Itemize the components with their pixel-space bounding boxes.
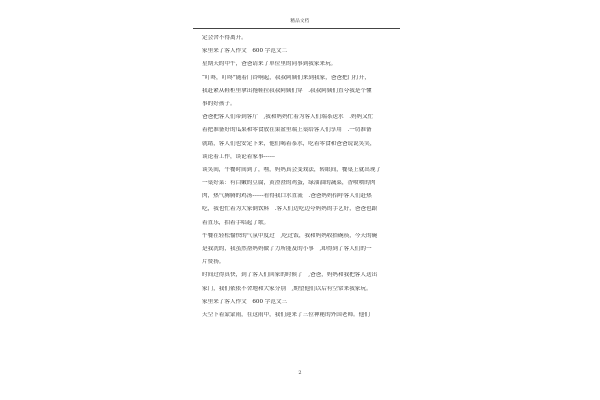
text-line: 午餐在轻松愉快的气氛中度过 ,吃过饭，我和妈妈收拾碗筷，今天的碗 bbox=[202, 232, 378, 239]
text-line: 谈论着工作，谈论着家事------ bbox=[202, 153, 275, 160]
page-number: 2 bbox=[298, 370, 302, 376]
text-line: 一桌好菜：有白嫩的豆腐，黄澄澄的鸡蛋，绿油油的蔬菜，香喷喷的肉 bbox=[202, 180, 376, 187]
section-heading: 家里来了客人作文 600 字范文二 bbox=[202, 48, 288, 55]
text-line: 家门，我们依依不舍地和大家分别 ,期望他们以后有空常来我家玩。 bbox=[202, 285, 372, 292]
header-label: 精品文档 bbox=[290, 19, 310, 24]
document-body bbox=[202, 35, 398, 325]
text-line: 就绪，客人们也安定下来，他们喝着茶水，吃着零食和爸爸说说笑笑， bbox=[202, 140, 376, 147]
text-line: 着直乐，拍着手唱起了歌。 bbox=[202, 219, 270, 226]
text-line: 吃，我也忙着为大家倒饮料 .客人们边吃边夸妈妈的手艺好，爸爸也跟 bbox=[202, 206, 378, 213]
text-line: 时间过得真快，到了客人们回家的时候了 ,爸爸，妈妈和我把客人送出 bbox=[202, 272, 378, 279]
text-line: 星期天的中午，爸爸请来了单位里的同事到我家来玩。 bbox=[202, 61, 337, 68]
text-line: “叮咚，叮咚”随着门铃响起，叔叔阿姨们来到我家，爸爸把门打开， bbox=[202, 74, 370, 81]
text-line: 着把准备好的瓜果和零食放在果盆里端上桌给客人们享用 .一切准备 bbox=[202, 127, 372, 134]
section-heading: 家里来了客人作文 600 字范文三 bbox=[202, 298, 288, 305]
text-line: 肉，热气腾腾的鸡汤------看得我口水直流 .爸爸妈妈招呼客人们赶热 bbox=[202, 193, 372, 200]
text-line: 片赞扬。 bbox=[202, 259, 225, 266]
text-line: 事的好孩子。 bbox=[202, 100, 236, 107]
header-divider bbox=[193, 28, 400, 29]
text-line: 天空下着蒙蒙雨，在这雨中，我们迎来了三位神秘的外国老师。他们 bbox=[202, 311, 370, 318]
text-line: 定会舍不得离开。 bbox=[202, 35, 247, 41]
text-line: 我赶紧从鞋柜里拿出拖鞋拉叔叔阿姨们穿 .叔叔阿姨们直夸我是个懂 bbox=[202, 87, 372, 94]
text-line: 是我洗的，我虽然帮妈妈做了力所能及的小事 ,却得到了客人们的一 bbox=[202, 246, 372, 252]
text-line: 谈笑间，午餐时间到了，嘿，妈妈真会变戏法，转眼间，餐桌上就出现了 bbox=[202, 166, 382, 173]
text-line: 爸爸把客人们带到客厅 ,我和妈妈忙着为客人们端茶送水 .妈妈又忙 bbox=[202, 114, 374, 121]
